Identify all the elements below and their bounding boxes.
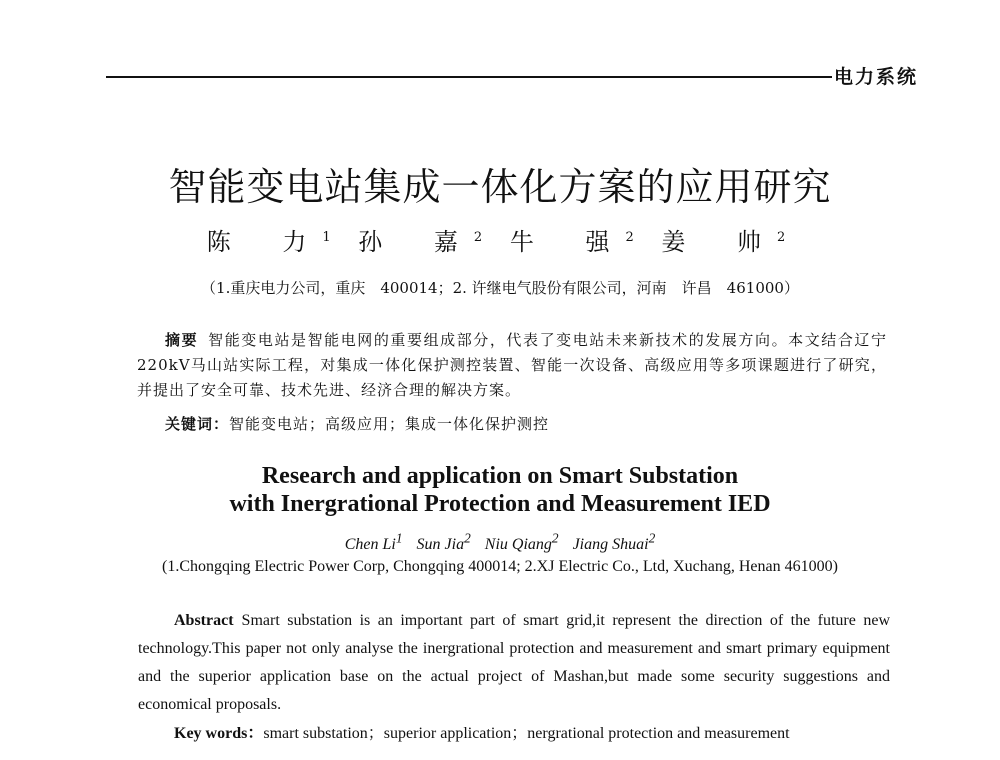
authors-cn: [0, 222, 1000, 257]
author-cn-1: 陈 力: [206, 228, 323, 256]
author-cn-3: 牛 强: [509, 228, 626, 256]
author-en-2: [416, 531, 471, 554]
keywords-en: [174, 720, 790, 743]
author-en-4-sup: 2: [648, 531, 656, 546]
keywords-cn: [165, 413, 549, 434]
authors-en: [0, 531, 1000, 554]
header-rule: [106, 76, 832, 78]
keywords-en-label: Key words：: [174, 725, 264, 742]
author-en-4-name: Jiang Shuai: [572, 536, 649, 554]
affiliation-en: (1.Chongqing Electric Power Corp, Chongqing 400014; 2.XJ Electric Co., Ltd, Xuchang, Henan 461000): [162, 558, 838, 575]
author-en-4: [572, 531, 656, 554]
author-cn-4: 姜 帅: [661, 228, 778, 256]
author-en-1-name: Chen Li: [344, 536, 396, 554]
title-en-line2: with Inergrational Protection and Measurement IED: [229, 491, 771, 517]
title-en: [0, 462, 1000, 518]
author-en-1: [344, 531, 403, 554]
author-en-3-name: Niu Qiang: [484, 536, 552, 554]
author-en-3-sup: 2: [551, 531, 559, 546]
keywords-en-text: smart substation；superior application；nergrational protection and measurement: [263, 725, 790, 742]
author-en-2-name: Sun Jia: [416, 536, 465, 554]
author-en-1-sup: 1: [395, 531, 403, 546]
author-cn-4-sup: 2: [777, 230, 786, 245]
abstract-cn-label: 摘要: [165, 331, 199, 349]
title-en-line1: Research and application on Smart Substation: [261, 463, 739, 489]
author-cn-1-sup: 1: [322, 230, 331, 245]
author-cn-2: 孙 嘉: [358, 228, 474, 256]
author-en-2-sup: 2: [464, 531, 471, 546]
affiliation-cn: （1.重庆电力公司，重庆 400014；2. 许继电气股份有限公司，河南 许昌 461000）: [201, 279, 799, 297]
author-en-3: [484, 531, 559, 554]
author-cn-2-sup: 2: [473, 230, 483, 245]
keywords-cn-text: 智能变电站；高级应用；集成一体化保护测控: [229, 415, 550, 433]
abstract-cn-text: 智能变电站是智能电网的重要组成部分，代表了变电站未来新技术的发展方向。本文结合辽宁220kV马山站实际工程，对集成一体化保护测控装置、智能一次设备、高级应用等多项课题进行了研究，并提出了安全可靠、技术先进、经济合理的解决方案。: [137, 331, 887, 399]
keywords-cn-label: 关键词：: [165, 415, 230, 433]
abstract-en: [138, 607, 890, 719]
abstract-cn: [137, 328, 887, 403]
title-cn: 智能变电站集成一体化方案的应用研究: [168, 165, 832, 209]
journal-name: 电力系统: [834, 66, 919, 88]
abstract-en-label: Abstract: [174, 612, 234, 629]
author-cn-3-sup: 2: [625, 230, 634, 245]
abstract-en-text: Smart substation is an important part of smart grid,it represent the direction of the future new technology.This paper not only analyse the inergrational protection and measurement and smart primary equipment and the superior application base on the actual project of Mashan,but made some security suggestions and economical proposals.: [138, 612, 890, 713]
